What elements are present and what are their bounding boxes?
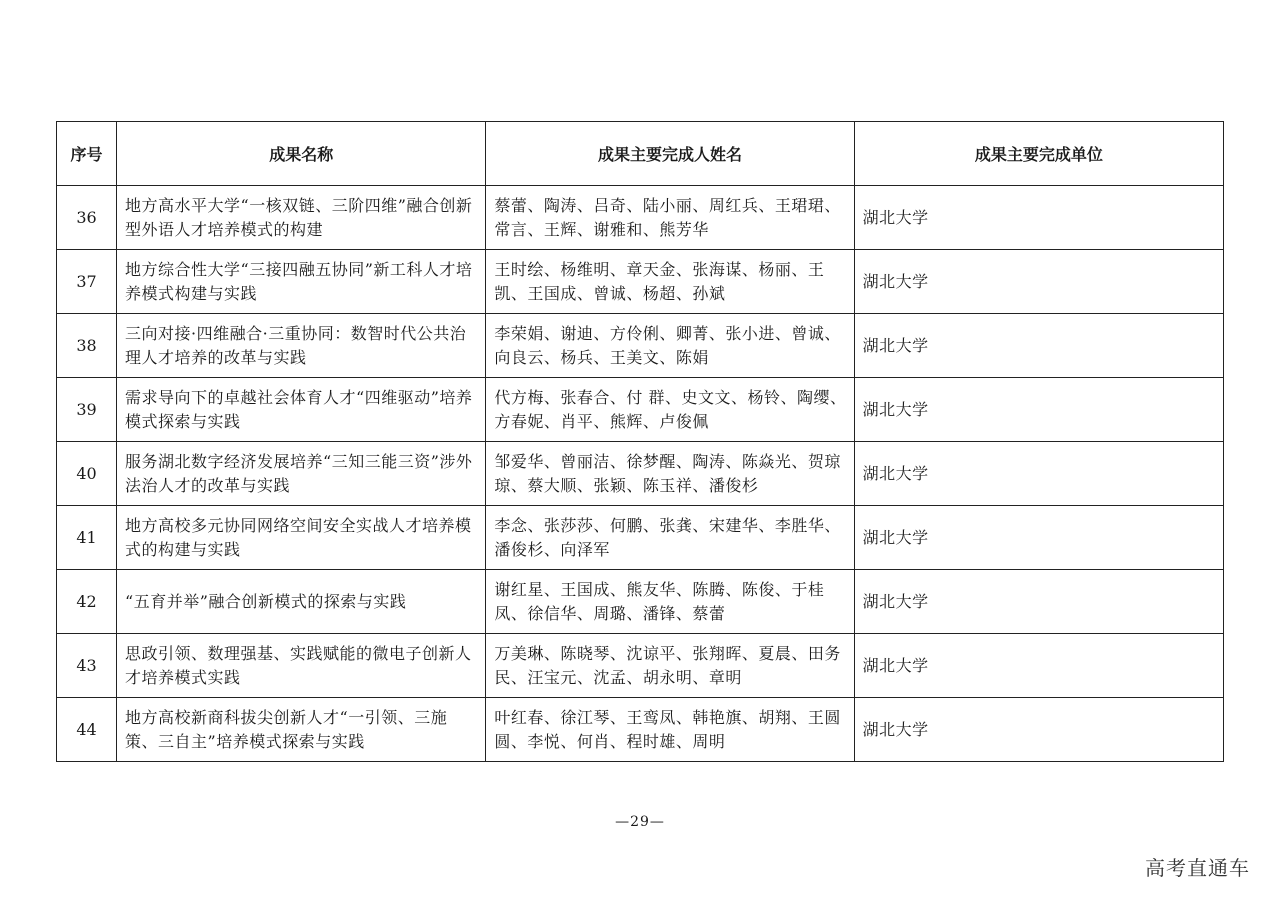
serial-number-cell: 38 bbox=[57, 314, 117, 378]
achievements-table bbox=[56, 121, 1224, 762]
unit-cell: 湖北大学 bbox=[854, 506, 1223, 570]
contributors-cell: 王时绘、杨维明、章天金、张海谋、杨丽、王凯、王国成、曾诚、杨超、孙斌 bbox=[486, 250, 854, 314]
contributors-cell: 万美琳、陈晓琴、沈谅平、张翔晖、夏晨、田务民、汪宝元、沈孟、胡永明、章明 bbox=[486, 634, 854, 698]
header-achievement-name: 成果名称 bbox=[117, 122, 486, 186]
header-row bbox=[57, 122, 1224, 186]
table-row bbox=[57, 378, 1224, 442]
serial-number-cell: 37 bbox=[57, 250, 117, 314]
unit-cell: 湖北大学 bbox=[854, 442, 1223, 506]
table-row bbox=[57, 314, 1224, 378]
achievement-name-cell: “五育并举”融合创新模式的探索与实践 bbox=[117, 570, 486, 634]
table-row bbox=[57, 506, 1224, 570]
unit-cell: 湖北大学 bbox=[854, 314, 1223, 378]
contributors-cell: 代方梅、张春合、付 群、史文文、杨铃、陶缨、方春妮、肖平、熊辉、卢俊佩 bbox=[486, 378, 854, 442]
serial-number-cell: 40 bbox=[57, 442, 117, 506]
achievement-name-cell: 地方高水平大学“一核双链、三阶四维”融合创新型外语人才培养模式的构建 bbox=[117, 186, 486, 250]
achievement-name-cell: 服务湖北数字经济发展培养“三知三能三资”涉外法治人才的改革与实践 bbox=[117, 442, 486, 506]
contributors-cell: 李念、张莎莎、何鹏、张龚、宋建华、李胜华、潘俊杉、向泽军 bbox=[486, 506, 854, 570]
serial-number-cell: 42 bbox=[57, 570, 117, 634]
achievement-name-cell: 需求导向下的卓越社会体育人才“四维驱动”培养模式探索与实践 bbox=[117, 378, 486, 442]
header-main-unit: 成果主要完成单位 bbox=[854, 122, 1223, 186]
contributors-cell: 叶红春、徐江琴、王鸾凤、韩艳旗、胡翔、王圆圆、李悦、何肖、程时雄、周明 bbox=[486, 698, 854, 762]
serial-number-cell: 36 bbox=[57, 186, 117, 250]
table-header bbox=[57, 122, 1224, 186]
contributors-cell: 邹爱华、曾丽洁、徐梦醒、陶涛、陈焱光、贺琼琼、蔡大顺、张颖、陈玉祥、潘俊杉 bbox=[486, 442, 854, 506]
header-serial-number: 序号 bbox=[57, 122, 117, 186]
unit-cell: 湖北大学 bbox=[854, 378, 1223, 442]
achievement-name-cell: 地方高校新商科拔尖创新人才“一引领、三施策、三自主”培养模式探索与实践 bbox=[117, 698, 486, 762]
unit-cell: 湖北大学 bbox=[854, 250, 1223, 314]
serial-number-cell: 41 bbox=[57, 506, 117, 570]
achievement-name-cell: 地方高校多元协同网络空间安全实战人才培养模式的构建与实践 bbox=[117, 506, 486, 570]
contributors-cell: 李荣娟、谢迪、方伶俐、卿菁、张小进、曾诚、向良云、杨兵、王美文、陈娟 bbox=[486, 314, 854, 378]
achievement-name-cell: 三向对接·四维融合·三重协同：数智时代公共治理人才培养的改革与实践 bbox=[117, 314, 486, 378]
table-row bbox=[57, 634, 1224, 698]
watermark-text: 高考直通车 bbox=[1145, 856, 1250, 880]
table-row bbox=[57, 442, 1224, 506]
page-number: —29— bbox=[615, 814, 665, 830]
table-row bbox=[57, 570, 1224, 634]
header-main-contributors: 成果主要完成人姓名 bbox=[486, 122, 854, 186]
table-row bbox=[57, 250, 1224, 314]
table-body bbox=[57, 186, 1224, 762]
table-row bbox=[57, 186, 1224, 250]
table-row bbox=[57, 698, 1224, 762]
unit-cell: 湖北大学 bbox=[854, 186, 1223, 250]
unit-cell: 湖北大学 bbox=[854, 698, 1223, 762]
unit-cell: 湖北大学 bbox=[854, 570, 1223, 634]
serial-number-cell: 39 bbox=[57, 378, 117, 442]
contributors-cell: 蔡蕾、陶涛、吕奇、陆小丽、周红兵、王珺珺、常言、王辉、谢雅和、熊芳华 bbox=[486, 186, 854, 250]
achievement-name-cell: 思政引领、数理强基、实践赋能的微电子创新人才培养模式实践 bbox=[117, 634, 486, 698]
contributors-cell: 谢红星、王国成、熊友华、陈腾、陈俊、于桂凤、徐信华、周璐、潘锋、蔡蕾 bbox=[486, 570, 854, 634]
serial-number-cell: 44 bbox=[57, 698, 117, 762]
achievement-name-cell: 地方综合性大学“三接四融五协同”新工科人才培养模式构建与实践 bbox=[117, 250, 486, 314]
serial-number-cell: 43 bbox=[57, 634, 117, 698]
unit-cell: 湖北大学 bbox=[854, 634, 1223, 698]
